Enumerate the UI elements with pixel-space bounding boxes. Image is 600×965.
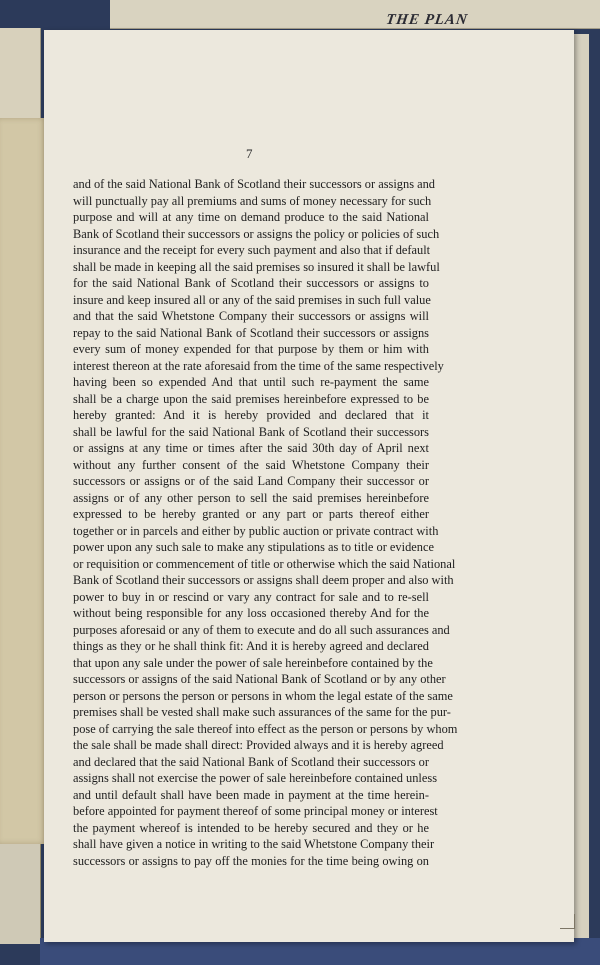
text-line: pose of carrying the sale thereof into effect as the person or persons by whom	[73, 721, 458, 736]
text-line: assigns or of any other person to sell the said premises hereinbefore	[73, 490, 429, 505]
text-line: assigns shall not exercise the power of sale hereinbefore contained unless	[73, 771, 438, 785]
text-line: and that the said Whetstone Company their successors or assigns will	[73, 309, 429, 323]
text-line: without being responsible for any loss occasioned thereby And for the	[73, 606, 429, 620]
text-line: before appointed for payment thereof of some principal money or interest	[73, 804, 438, 818]
text-line: and until default shall have been made in payment at the time herein-	[73, 787, 429, 802]
text-line: successors or assigns or of the said Land Company their successor or	[73, 474, 429, 488]
text-line: purposes aforesaid or any of them to execute and do all such assurances and	[73, 622, 450, 637]
text-line: or assigns at any time or times after the said 30th day of April next	[73, 441, 429, 455]
text-line: hereby granted: And it is hereby provided and declared that it	[73, 408, 429, 422]
text-line: every sum of money expended for that purpose by them or him with	[73, 342, 429, 356]
text-line: insurance and the receipt for every such payment and also that if default	[73, 243, 431, 257]
text-line: Bank of Scotland their successors or assigns shall deem proper and also with	[73, 573, 454, 587]
text-line: and of the said National Bank of Scotland their successors or assigns and	[73, 177, 436, 191]
text-line: interest thereon at the rate aforesaid from the time of the same respectively	[73, 358, 444, 373]
text-line: and declared that the said National Bank of Scotland their successors or	[73, 754, 429, 769]
background-sheet-title: THE PLAN	[384, 12, 469, 28]
page-corner-fold	[560, 914, 575, 929]
text-line: premises shall be vested shall make such assurances of the same for the pur-	[73, 705, 451, 719]
text-line: the payment whereof is intended to be hereby secured and they or he	[73, 820, 429, 835]
text-line: shall be a charge upon the said premises hereinbefore expressed to be	[73, 391, 429, 406]
text-line: things as they or he shall think fit: And it is hereby agreed and declared	[73, 639, 429, 653]
text-line: purpose and will at any time on demand produce to the said National	[73, 210, 429, 224]
text-line: expressed to be hereby granted or any part or parts thereof either	[73, 507, 429, 521]
text-line: without any further consent of the said Whetstone Company their	[73, 457, 429, 472]
text-line: Bank of Scotland their successors or assigns the policy or policies of such	[73, 226, 440, 241]
left-sheet-strip	[0, 118, 47, 844]
text-line: repay to the said National Bank of Scotland their successors or assigns	[73, 325, 429, 340]
text-line: power upon any such sale to make any stipulations as to title or evidence	[73, 540, 434, 554]
text-line: person or persons the person or persons in whom the legal estate of the same	[73, 688, 453, 703]
page-stack-edge	[572, 34, 589, 938]
text-line: having been so expended And that until such re-payment the same	[73, 375, 429, 389]
text-line: shall be lawful for the said National Bank of Scotland their successors	[73, 424, 429, 439]
text-line: shall have given a notice in writing to the said Whetstone Company their	[73, 837, 435, 851]
background-sheet	[110, 0, 600, 29]
text-line: insure and keep insured all or any of the said premises in such full value	[73, 292, 431, 307]
document-body	[73, 176, 458, 869]
text-line: successors or assigns to pay off the monies for the time being owing on	[73, 853, 429, 868]
left-sheet-edge-top	[0, 28, 41, 118]
text-line: successors or assigns of the said National Bank of Scotland or by any other	[73, 672, 446, 686]
text-line: power to buy in or rescind or vary any contract for sale and to re-sell	[73, 589, 429, 604]
text-line: the sale shall be made shall direct: Provided always and it is hereby agreed	[73, 738, 444, 752]
page-number: 7	[246, 146, 253, 161]
binding-edge	[40, 938, 600, 965]
left-sheet-edge-bottom	[0, 844, 41, 944]
text-line: that upon any sale under the power of sale hereinbefore contained by the	[73, 655, 433, 670]
text-line: or requisition or commencement of title or otherwise which the said National	[73, 556, 456, 571]
text-line: for the said National Bank of Scotland their successors or assigns to	[73, 276, 429, 290]
text-line: shall be made in keeping all the said premises so insured it shall be lawful	[73, 259, 440, 274]
text-line: together or in parcels and either by public auction or private contract with	[73, 523, 439, 538]
text-line: will punctually pay all premiums and sums of money necessary for such	[73, 193, 432, 208]
